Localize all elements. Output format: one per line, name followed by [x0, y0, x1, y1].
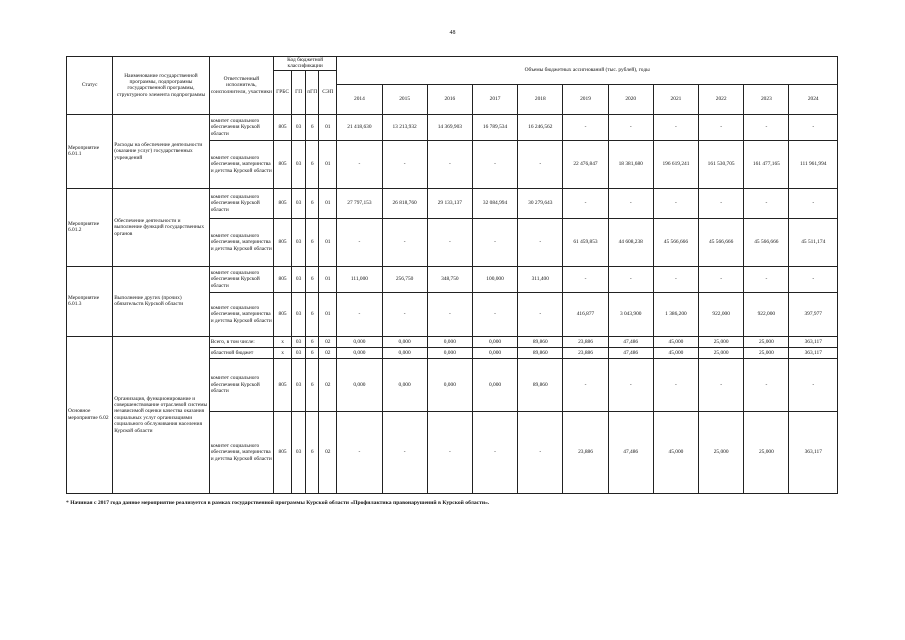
value-cell: 32 084,994 [472, 188, 517, 218]
header-year: 2019 [563, 84, 608, 114]
header-year: 2023 [744, 84, 789, 114]
value-cell: - [699, 358, 744, 411]
value-cell: - [699, 188, 744, 218]
value-cell: 25,000 [699, 336, 744, 347]
code-pgp: 6 [306, 140, 319, 188]
code-gp: 03 [292, 292, 306, 336]
value-cell: - [472, 292, 517, 336]
value-cell: 363,117 [789, 336, 838, 347]
value-cell: 1 386,200 [653, 292, 698, 336]
value-cell: - [608, 358, 653, 411]
value-cell: 256,750 [382, 266, 427, 292]
code-sep: 02 [319, 411, 337, 493]
value-cell: - [472, 140, 517, 188]
value-cell: 363,117 [789, 411, 838, 493]
status-cell: Основное мероприятие 6.02 [67, 336, 113, 493]
code-pgp: 6 [306, 266, 319, 292]
executor-cell: комитет социального обеспечения, материнства и детства Курской области [209, 218, 273, 266]
value-cell: - [563, 266, 608, 292]
value-cell: - [744, 266, 789, 292]
value-cell: 25,000 [699, 411, 744, 493]
code-grbs: 805 [274, 218, 292, 266]
value-cell: 348,750 [427, 266, 472, 292]
code-sep: 01 [319, 218, 337, 266]
value-cell: - [337, 292, 382, 336]
executor-cell: комитет социального обеспечения, материнства и детства Курской области [209, 140, 273, 188]
header-year: 2018 [518, 84, 563, 114]
value-cell: - [608, 114, 653, 140]
table-row [67, 266, 838, 292]
value-cell: - [427, 218, 472, 266]
value-cell: 45 566,666 [699, 218, 744, 266]
header-pgp: пГП [306, 70, 319, 114]
value-cell: - [744, 114, 789, 140]
value-cell: - [518, 411, 563, 493]
value-cell: - [427, 411, 472, 493]
value-cell: 0,000 [427, 336, 472, 347]
name-cell: Расходы на обеспечение деятельности (оказание услуг) государственных учреждений [113, 114, 209, 188]
code-sep: 01 [319, 292, 337, 336]
budget-body [67, 114, 838, 493]
value-cell: - [744, 188, 789, 218]
value-cell: - [563, 188, 608, 218]
value-cell: 0,000 [337, 347, 382, 358]
value-cell: 0,000 [472, 347, 517, 358]
value-cell: - [653, 358, 698, 411]
executor-cell: комитет социального обеспечения Курской области [209, 114, 273, 140]
value-cell: 47,486 [608, 411, 653, 493]
value-cell: 0,000 [337, 358, 382, 411]
code-pgp: 6 [306, 336, 319, 347]
header-year: 2014 [337, 84, 382, 114]
code-gp: 03 [292, 266, 306, 292]
header-year: 2016 [427, 84, 472, 114]
executor-cell: комитет социального обеспечения, материнства и детства Курской области [209, 411, 273, 493]
value-cell: 196 619,241 [653, 140, 698, 188]
value-cell: 14 369,903 [427, 114, 472, 140]
header-gp: ГП [292, 70, 306, 114]
code-gp: 03 [292, 336, 306, 347]
executor-cell: комитет социального обеспечения Курской области [209, 358, 273, 411]
code-sep: 01 [319, 266, 337, 292]
code-pgp: 6 [306, 188, 319, 218]
value-cell: - [653, 266, 698, 292]
code-grbs: 805 [274, 188, 292, 218]
value-cell: 161 530,705 [699, 140, 744, 188]
code-pgp: 6 [306, 347, 319, 358]
code-grbs: 805 [274, 266, 292, 292]
value-cell: 18 381,680 [608, 140, 653, 188]
value-cell: 89,860 [518, 336, 563, 347]
value-cell: - [789, 266, 838, 292]
value-cell: - [518, 140, 563, 188]
code-sep: 02 [319, 358, 337, 411]
value-cell: 26 818,760 [382, 188, 427, 218]
value-cell: 25,000 [699, 347, 744, 358]
value-cell: - [653, 188, 698, 218]
code-gp: 03 [292, 347, 306, 358]
table-row [67, 114, 838, 140]
value-cell: - [382, 292, 427, 336]
executor-cell: комитет социального обеспечения, материнства и детства Курской области [209, 292, 273, 336]
code-grbs: 805 [274, 358, 292, 411]
value-cell: 363,117 [789, 347, 838, 358]
value-cell: 13 213,932 [382, 114, 427, 140]
value-cell: - [789, 114, 838, 140]
value-cell: 0,000 [472, 358, 517, 411]
code-gp: 03 [292, 218, 306, 266]
value-cell: - [789, 358, 838, 411]
code-pgp: 6 [306, 358, 319, 411]
value-cell: 0,000 [382, 336, 427, 347]
value-cell: 30 279,643 [518, 188, 563, 218]
value-cell: 89,860 [518, 358, 563, 411]
header-status: Статус [67, 57, 113, 115]
value-cell: - [337, 140, 382, 188]
value-cell: 23,886 [563, 347, 608, 358]
code-grbs: 805 [274, 411, 292, 493]
code-grbs: 805 [274, 292, 292, 336]
value-cell: - [382, 411, 427, 493]
value-cell: 0,000 [427, 358, 472, 411]
value-cell: - [337, 218, 382, 266]
header-kbk: Код бюджетной классификации [274, 57, 337, 71]
header-year: 2015 [382, 84, 427, 114]
header-year: 2017 [472, 84, 517, 114]
code-sep: 01 [319, 140, 337, 188]
table-row [67, 188, 838, 218]
value-cell: 45 511,174 [789, 218, 838, 266]
value-cell: 416,877 [563, 292, 608, 336]
value-cell: 45,000 [653, 347, 698, 358]
value-cell: 0,000 [337, 336, 382, 347]
code-sep: 02 [319, 336, 337, 347]
value-cell: 25,000 [744, 336, 789, 347]
status-cell: Мероприятие 6.01.2 [67, 188, 113, 266]
value-cell: 0,000 [472, 336, 517, 347]
value-cell: 61 459,853 [563, 218, 608, 266]
header-name: Наименование государственной программы, подпрограммы государственной программы, структурного элемента подпрограммы [113, 57, 209, 115]
value-cell: 3 043,900 [608, 292, 653, 336]
value-cell: - [744, 358, 789, 411]
executor-cell: комитет социального обеспечения Курской области [209, 188, 273, 218]
header-year: 2024 [789, 84, 838, 114]
value-cell: 45,000 [653, 336, 698, 347]
code-grbs: х [274, 347, 292, 358]
footnote: * Начиная с 2017 года данное мероприятие реализуется в рамках государственной программы Курской области «Профилактика правонарушений в Курской области». [66, 500, 490, 506]
value-cell: 311,400 [518, 266, 563, 292]
code-gp: 03 [292, 140, 306, 188]
value-cell: 47,486 [608, 336, 653, 347]
header-volume: Объемы бюджетных ассигнований (тыс. рублей), годы [337, 57, 838, 85]
name-cell: Обеспечение деятельности и выполнение функций государственных органов [113, 188, 209, 266]
table-row [67, 336, 838, 347]
value-cell: 22 476,847 [563, 140, 608, 188]
value-cell: 16 246,562 [518, 114, 563, 140]
value-cell: - [472, 218, 517, 266]
value-cell: 25,000 [744, 347, 789, 358]
name-cell: Организация, функционирование и совершенствование отраслевой системы независимой оценки качества оказания социальных услуг организациями социального обслуживания населения Курской области [113, 336, 209, 493]
header-year: 2020 [608, 84, 653, 114]
value-cell: 0,000 [382, 347, 427, 358]
value-cell: - [382, 218, 427, 266]
header-grbs: ГРБС [274, 70, 292, 114]
value-cell: - [699, 266, 744, 292]
code-gp: 03 [292, 114, 306, 140]
value-cell: 45 566,666 [653, 218, 698, 266]
value-cell: 25,000 [744, 411, 789, 493]
value-cell: 0,000 [382, 358, 427, 411]
status-cell: Мероприятие 6.01.3 [67, 266, 113, 336]
code-sep: 01 [319, 188, 337, 218]
value-cell: - [563, 114, 608, 140]
value-cell: - [789, 188, 838, 218]
value-cell: 45,000 [653, 411, 698, 493]
code-sep: 02 [319, 347, 337, 358]
header-year: 2021 [653, 84, 698, 114]
executor-cell: комитет социального обеспечения Курской области [209, 266, 273, 292]
code-gp: 03 [292, 188, 306, 218]
value-cell: 397,977 [789, 292, 838, 336]
value-cell: - [427, 140, 472, 188]
value-cell: - [518, 218, 563, 266]
value-cell: 100,000 [472, 266, 517, 292]
value-cell: - [472, 411, 517, 493]
executor-cell: областной бюджет [209, 347, 273, 358]
value-cell: 16 789,534 [472, 114, 517, 140]
value-cell: - [382, 140, 427, 188]
code-sep: 01 [319, 114, 337, 140]
budget-table [66, 56, 838, 494]
code-pgp: 6 [306, 114, 319, 140]
page-number: 48 [449, 30, 456, 36]
value-cell: - [563, 358, 608, 411]
value-cell: 45 566,666 [744, 218, 789, 266]
code-grbs: 805 [274, 114, 292, 140]
value-cell: 0,000 [427, 347, 472, 358]
value-cell: 111,000 [337, 266, 382, 292]
value-cell: - [699, 114, 744, 140]
code-grbs: 805 [274, 140, 292, 188]
value-cell: 111 961,994 [789, 140, 838, 188]
header-sep: СЭП [319, 70, 337, 114]
code-pgp: 6 [306, 411, 319, 493]
code-grbs: х [274, 336, 292, 347]
value-cell: 922,000 [744, 292, 789, 336]
code-gp: 03 [292, 411, 306, 493]
value-cell: 47,486 [608, 347, 653, 358]
value-cell: - [608, 188, 653, 218]
name-cell: Выполнение других (прочих) обязательств Курской области [113, 266, 209, 336]
value-cell: - [337, 411, 382, 493]
value-cell: 922,000 [699, 292, 744, 336]
value-cell: 23,886 [563, 336, 608, 347]
code-pgp: 6 [306, 218, 319, 266]
header-year: 2022 [699, 84, 744, 114]
value-cell: 89,860 [518, 347, 563, 358]
header-executor: Ответственный исполнитель, соисполнители, участники [209, 57, 273, 115]
value-cell: 21 418,630 [337, 114, 382, 140]
code-pgp: 6 [306, 292, 319, 336]
value-cell: 44 608,238 [608, 218, 653, 266]
value-cell: 27 797,153 [337, 188, 382, 218]
value-cell: - [608, 266, 653, 292]
value-cell: 161 477,165 [744, 140, 789, 188]
value-cell: - [653, 114, 698, 140]
status-cell: Мероприятие 6.01.1 [67, 114, 113, 188]
value-cell: 29 133,137 [427, 188, 472, 218]
executor-cell: Всего, в том числе: [209, 336, 273, 347]
value-cell: - [518, 292, 563, 336]
code-gp: 03 [292, 358, 306, 411]
value-cell: 23,886 [563, 411, 608, 493]
value-cell: - [427, 292, 472, 336]
